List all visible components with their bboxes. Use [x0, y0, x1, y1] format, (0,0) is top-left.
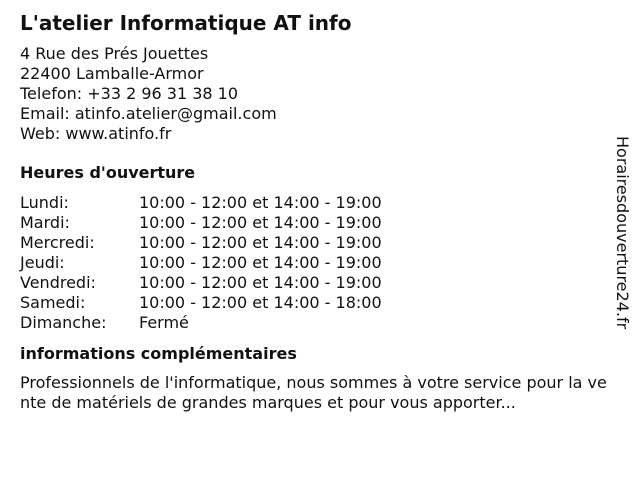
- opening-hours-table: [20, 193, 610, 333]
- site-watermark: Horairesdouverture24.fr: [613, 136, 632, 330]
- contact-block: [20, 44, 610, 144]
- phone-number: Telefon: +33 2 96 31 38 10: [20, 84, 239, 103]
- time-range: 10:00 - 12:00 et 14:00 - 18:00: [139, 293, 382, 312]
- time-range: Fermé: [139, 313, 189, 332]
- day-label: Mercredi:: [20, 233, 95, 252]
- time-range: 10:00 - 12:00 et 14:00 - 19:00: [139, 193, 382, 212]
- website: Web: www.atinfo.fr: [20, 124, 172, 143]
- hours-row-vendredi: [20, 273, 610, 293]
- hours-row-dimanche: [20, 313, 610, 333]
- day-label: Lundi:: [20, 193, 69, 212]
- day-label: Samedi:: [20, 293, 86, 312]
- hours-row-mercredi: [20, 233, 610, 253]
- hours-row-jeudi: [20, 253, 610, 273]
- business-name: L'atelier Informatique AT info: [20, 11, 352, 35]
- info-description: Professionnels de l'informatique, nous sommes à votre service pour la vente de matériels de grandes marques et pour vous apporter...: [20, 373, 607, 412]
- hours-row-lundi: [20, 193, 610, 213]
- hours-heading: Heures d'ouverture: [20, 163, 196, 182]
- address-street: 4 Rue des Prés Jouettes: [20, 44, 209, 63]
- time-range: 10:00 - 12:00 et 14:00 - 19:00: [139, 253, 382, 272]
- time-range: 10:00 - 12:00 et 14:00 - 19:00: [139, 213, 382, 232]
- day-label: Dimanche:: [20, 313, 107, 332]
- day-label: Vendredi:: [20, 273, 96, 292]
- hours-row-samedi: [20, 293, 610, 313]
- address-city: 22400 Lamballe-Armor: [20, 64, 204, 83]
- time-range: 10:00 - 12:00 et 14:00 - 19:00: [139, 233, 382, 252]
- day-label: Mardi:: [20, 213, 70, 232]
- day-label: Jeudi:: [20, 253, 65, 272]
- info-heading: informations complémentaires: [20, 344, 297, 363]
- hours-row-mardi: [20, 213, 610, 233]
- business-card: [20, 10, 610, 413]
- email-address: Email: atinfo.atelier@gmail.com: [20, 104, 277, 123]
- time-range: 10:00 - 12:00 et 14:00 - 19:00: [139, 273, 382, 292]
